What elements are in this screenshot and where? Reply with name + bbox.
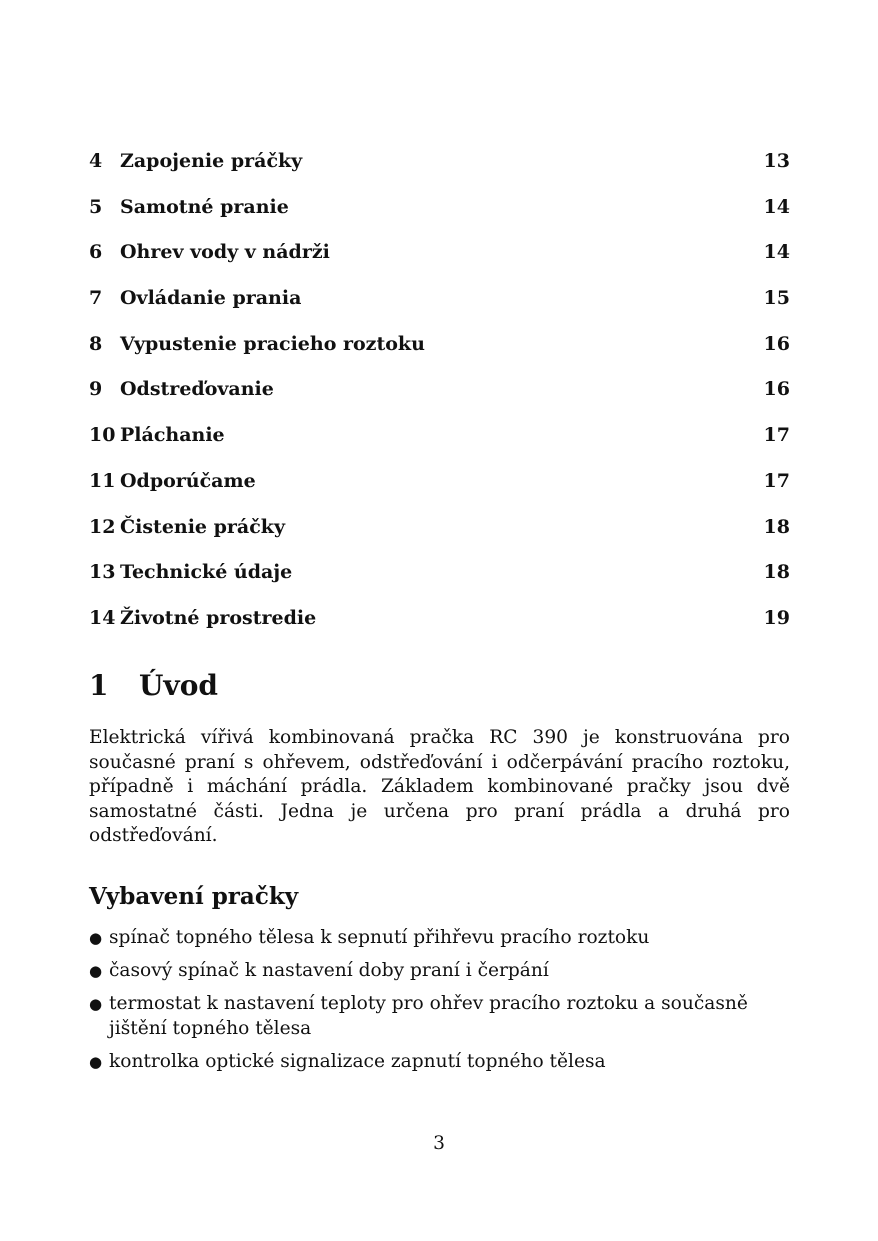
toc-entry-number: 12 [89, 515, 116, 538]
toc-entry[interactable] [89, 233, 790, 279]
toc-entry-title: Zapojenie práčky [120, 150, 303, 172]
toc-entry-page: 16 [763, 332, 790, 355]
intro-paragraph: Elektrická vířivá kombinovaná pračka RC 390 je konstruována pro současné praní s ohřevem, odstřeďování i odčerpávání pracího roztoku, případně i máchání prádla. Základem kombinované pračky jsou dvě samostatné části. Jedna je určena pro praní prádla a druhá pro odstřeďování. [89, 727, 790, 847]
toc-entry-page: 14 [763, 241, 790, 264]
section-number: 1 [89, 669, 109, 702]
equipment-heading: Vybavení pračky [89, 883, 299, 910]
list-item [89, 926, 790, 951]
bullet-icon: ● [89, 995, 103, 1014]
toc-entry[interactable] [89, 508, 790, 554]
toc-entry-page: 17 [763, 424, 790, 447]
list-item-text: termostat k nastavení teploty pro ohřev pracího roztoku a současně jištění topného tělesa [109, 993, 748, 1039]
toc-entry-title: Pláchanie [120, 424, 225, 447]
list-item-text: spínač topného tělesa k sepnutí přihřevu pracího roztoku [109, 927, 650, 948]
toc-entry-title: Samotné pranie [120, 195, 289, 218]
toc-entry-title: Odstreďovanie [120, 378, 274, 401]
toc-entry-title: Ovládanie prania [120, 287, 302, 310]
toc-entry-page: 19 [763, 606, 790, 629]
list-item [89, 1050, 790, 1075]
bullet-icon: ● [89, 962, 103, 981]
toc-entry-page: 16 [763, 378, 790, 401]
list-item-text: kontrolka optické signalizace zapnutí topného tělesa [109, 1051, 606, 1073]
toc-entry[interactable] [89, 279, 790, 325]
toc-entry-number: 11 [89, 469, 116, 492]
toc-entry-number: 10 [89, 424, 116, 447]
toc-entry[interactable] [89, 416, 790, 462]
toc-entry-title: Ohrev vody v nádrži [120, 241, 330, 264]
bullet-icon: ● [89, 1053, 103, 1072]
toc-entry-page: 14 [763, 195, 790, 218]
toc-entry-number: 7 [89, 287, 103, 310]
toc-entry-title: Technické údaje [120, 561, 293, 584]
toc-entry[interactable] [89, 188, 790, 234]
toc-entry-page: 13 [763, 150, 790, 172]
section-title: Úvod [139, 669, 218, 702]
list-item-text: časový spínač k nastavení doby praní i čerpání [109, 960, 549, 982]
toc-entry-number: 4 [89, 150, 103, 172]
toc-entry-number: 6 [89, 241, 103, 264]
toc-entry-number: 8 [89, 332, 103, 355]
table-of-contents [89, 142, 790, 645]
toc-entry[interactable] [89, 599, 790, 645]
bullet-icon: ● [89, 929, 103, 947]
toc-entry[interactable] [89, 325, 790, 371]
toc-entry-title: Vypustenie pracieho roztoku [120, 332, 425, 355]
list-item [89, 992, 790, 1041]
toc-entry-page: 18 [763, 515, 790, 538]
section-heading [89, 664, 218, 708]
toc-entry[interactable] [89, 370, 790, 416]
toc-entry-page: 15 [763, 287, 790, 310]
equipment-list [89, 926, 790, 1083]
list-item [89, 959, 790, 984]
toc-entry[interactable] [89, 462, 790, 508]
toc-entry-page: 17 [763, 469, 790, 492]
toc-entry-number: 13 [89, 561, 116, 584]
toc-entry-title: Odporúčame [120, 469, 256, 492]
toc-entry-number: 9 [89, 378, 103, 401]
toc-entry-number: 5 [89, 195, 103, 218]
toc-entry-title: Životné prostredie [120, 606, 317, 629]
toc-entry-page: 18 [763, 561, 790, 584]
toc-entry[interactable] [89, 142, 790, 188]
toc-entry[interactable] [89, 553, 790, 599]
toc-entry-number: 14 [89, 606, 116, 629]
page-number: 3 [433, 1133, 445, 1154]
toc-entry-title: Čistenie práčky [120, 515, 286, 538]
